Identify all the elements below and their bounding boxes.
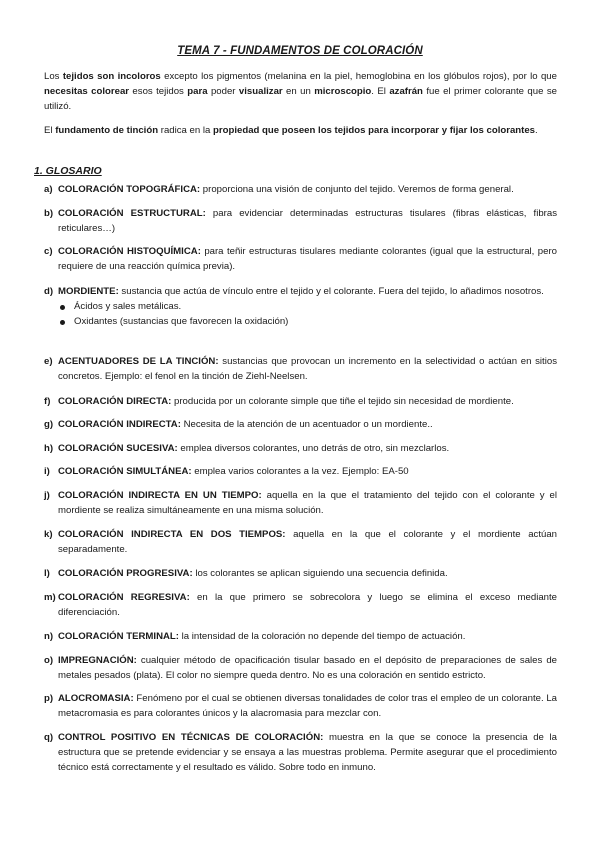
glossary-item-letter: b) — [44, 208, 54, 219]
glossary-definition: Necesita de la atención de un acentuador o un mordiente.. — [180, 419, 433, 430]
bold-run: para — [187, 85, 208, 97]
glossary-item — [44, 355, 557, 385]
glossary-term: COLORACIÓN TERMINAL: — [58, 631, 179, 642]
glossary-item — [44, 183, 557, 198]
bold-run: visualizar — [238, 85, 283, 97]
bullet-item: Oxidantes (sustancias que favorecen la oxidación) — [58, 315, 557, 330]
text-run: poder — [207, 85, 239, 97]
glossary-item-body — [58, 285, 557, 300]
glossary-item-letter: n) — [44, 631, 54, 642]
glossary-definition: la intensidad de la coloración no depende del tiempo de actuación. — [178, 631, 466, 642]
bullet-list — [58, 300, 557, 330]
glossary-item-letter: d) — [44, 286, 54, 297]
bold-run: fundamento de tinción — [55, 125, 159, 136]
glossary-definition: aquella en la que el colorante y el mordiente actúan separadamente. — [58, 529, 558, 555]
text-run: esos tejidos — [129, 85, 188, 97]
glossary-term: COLORACIÓN INDIRECTA EN UN TIEMPO: — [58, 490, 262, 501]
glossary-item — [44, 731, 557, 775]
glossary-definition: cualquier método de opacificación tisular basado en el depósito de preparaciones de sales de metales pesados (plata). El color no siempre queda dentro. No es una coloración en sentido estricto. — [58, 655, 557, 681]
glossary-item-letter: p) — [44, 693, 54, 704]
glossary-term: ACENTUADORES DE LA TINCIÓN: — [58, 356, 219, 367]
glossary-term: COLORACIÓN SUCESIVA: — [58, 443, 178, 454]
glossary-term: COLORACIÓN REGRESIVA: — [58, 592, 190, 603]
glossary-term: COLORACIÓN DIRECTA: — [58, 396, 172, 407]
bold-run: tejidos son incoloros — [62, 71, 161, 82]
glossary-term: COLORACIÓN HISTOQUÍMICA: — [58, 246, 201, 257]
glossary-item — [44, 528, 557, 558]
glossary-definition: para teñir estructuras tisulares mediante colorantes (igual que la estructural, pero requiere de una reacción química previa). — [58, 246, 557, 272]
bold-run: necesitas colorear — [44, 85, 130, 97]
text-run: Los — [44, 71, 63, 82]
glossary-definition: proporciona una visión de conjunto del tejido. Veremos de forma general. — [200, 184, 514, 195]
glossary-term: COLORACIÓN INDIRECTA: — [58, 419, 181, 430]
glossary-item-body — [58, 245, 557, 275]
glossary-definition: muestra en la que se conoce la presencia de la estructura que se pretende evidenciar y se ensaya a las muestras problema. Permite asegurar que el procedimiento técnico está correctamente y el resultado es válido. Sobre todo en inmuno. — [58, 732, 557, 773]
glossary-item-body — [58, 731, 557, 775]
bold-run: azafrán — [389, 85, 423, 97]
glossary-item-body — [58, 207, 557, 237]
text-run: El — [44, 125, 56, 136]
glossary-definition: emplea diversos colorantes, uno detrás de otro, sin mezclarlos. — [177, 443, 450, 454]
glossary-item-letter: h) — [44, 443, 54, 454]
intro-paragraph-1 — [44, 70, 557, 114]
glossary-item-letter: g) — [44, 419, 54, 430]
text-run: en un — [282, 85, 315, 97]
glossary-term: COLORACIÓN PROGRESIVA: — [58, 568, 193, 579]
glossary-item — [44, 692, 557, 722]
glossary-item-letter: c) — [44, 246, 53, 257]
glossary-item-letter: j) — [44, 490, 50, 501]
text-run: . — [535, 125, 538, 136]
glossary-term: COLORACIÓN ESTRUCTURAL: — [58, 208, 206, 219]
glossary-definition: en la que primero se sobrecolora y luego se elimina el exceso mediante diferenciación. — [58, 592, 558, 618]
bold-run: microscopio — [314, 85, 372, 97]
glossary-item — [44, 630, 557, 645]
text-run: radica en la — [158, 125, 214, 136]
glossary-term: CONTROL POSITIVO EN TÉCNICAS DE COLORACIÓN: — [58, 732, 324, 743]
glossary-term: ALOCROMASIA: — [58, 693, 134, 704]
glossary-item — [44, 591, 557, 621]
glossary-item-letter: l) — [44, 568, 50, 579]
glossary-item-body — [58, 654, 557, 684]
glossary-item — [44, 489, 557, 519]
section-heading-glosario: 1. GLOSARIO — [34, 165, 102, 177]
bold-run: propiedad que poseen los tejidos para incorporar y fijar los colorantes — [213, 125, 536, 136]
glossary-item — [44, 654, 557, 684]
glossary-item-letter: o) — [44, 655, 54, 666]
glossary-item-body — [58, 465, 557, 480]
glossary-definition: Fenómeno por el cual se obtienen diversas tonalidades de color tras el empleo de un colorante. La metacromasia es para colorantes únicos y la alacromasia para mezclar con. — [58, 693, 557, 719]
text-run: fue el primer colorante que se utilizó. — [44, 85, 557, 112]
glossary-definition: producida por un colorante simple que tiñe el tejido sin necesidad de mordiente. — [171, 396, 514, 407]
glossary-item — [44, 207, 557, 237]
glossary-definition: emplea varios colorantes a la vez. Ejemplo: EA-50 — [191, 466, 409, 477]
glossary-item — [44, 245, 557, 275]
glossary-definition: sustancia que actúa de vínculo entre el tejido y el colorante. Fuera del tejido, lo añadimos nosotros. — [118, 286, 544, 297]
glossary-item-letter: q) — [44, 732, 54, 743]
glossary-item-body — [58, 489, 557, 519]
glossary-item-letter: f) — [44, 396, 51, 407]
glossary-definition: aquella en la que el tratamiento del tejido con el colorante y el mordiente se realiza simultáneamente en una misma solución. — [58, 490, 557, 516]
glossary-item-body — [58, 528, 557, 558]
intro-paragraph-2 — [44, 124, 557, 139]
glossary-item-body — [58, 692, 557, 722]
glossary-item-letter: i) — [44, 466, 50, 477]
glossary-item-body — [58, 355, 557, 385]
glossary-item-body — [58, 395, 557, 410]
glossary-item-body — [58, 418, 557, 433]
glossary-item-body — [58, 183, 557, 198]
glossary-item-body — [58, 630, 557, 645]
glossary-item-letter: e) — [44, 356, 53, 367]
glossary-item — [44, 418, 557, 433]
glossary-term: IMPREGNACIÓN: — [58, 655, 137, 666]
glossary-item-letter: m) — [44, 592, 56, 603]
glossary-item-letter: a) — [44, 184, 53, 195]
text-run: excepto los pigmentos (melanina en la piel, hemoglobina en los glóbulos rojos), por lo que — [160, 71, 557, 82]
glossary-item-body — [58, 591, 557, 621]
glossary-definition: sustancias que provocan un incremento en la selectividad o actúan en sitios concretos. Ejemplo: el fenol en la tinción de Ziehl-Neelsen. — [58, 356, 557, 382]
glossary-term: MORDIENTE: — [58, 286, 119, 297]
glossary-item-letter: k) — [44, 529, 53, 540]
glossary-item-body — [58, 442, 557, 457]
document-title: TEMA 7 - FUNDAMENTOS DE COLORACIÓN — [177, 45, 423, 57]
text-run: . El — [371, 85, 390, 97]
glossary-definition: los colorantes se aplican siguiendo una secuencia definida. — [192, 568, 448, 579]
glossary-item — [44, 465, 557, 480]
glossary-term: COLORACIÓN INDIRECTA EN DOS TIEMPOS: — [58, 529, 286, 540]
glossary-definition: para evidenciar determinadas estructuras tisulares (fibras elásticas, fibras reticulares…) — [58, 208, 557, 234]
glossary-term: COLORACIÓN SIMULTÁNEA: — [58, 466, 192, 477]
glossary-item-body — [58, 567, 557, 582]
glossary-item — [44, 442, 557, 457]
glossary-term: COLORACIÓN TOPOGRÁFICA: — [58, 184, 201, 195]
glossary-item — [44, 285, 557, 329]
glossary-item — [44, 395, 557, 410]
bullet-item: Ácidos y sales metálicas. — [58, 300, 557, 315]
glossary-item — [44, 567, 557, 582]
